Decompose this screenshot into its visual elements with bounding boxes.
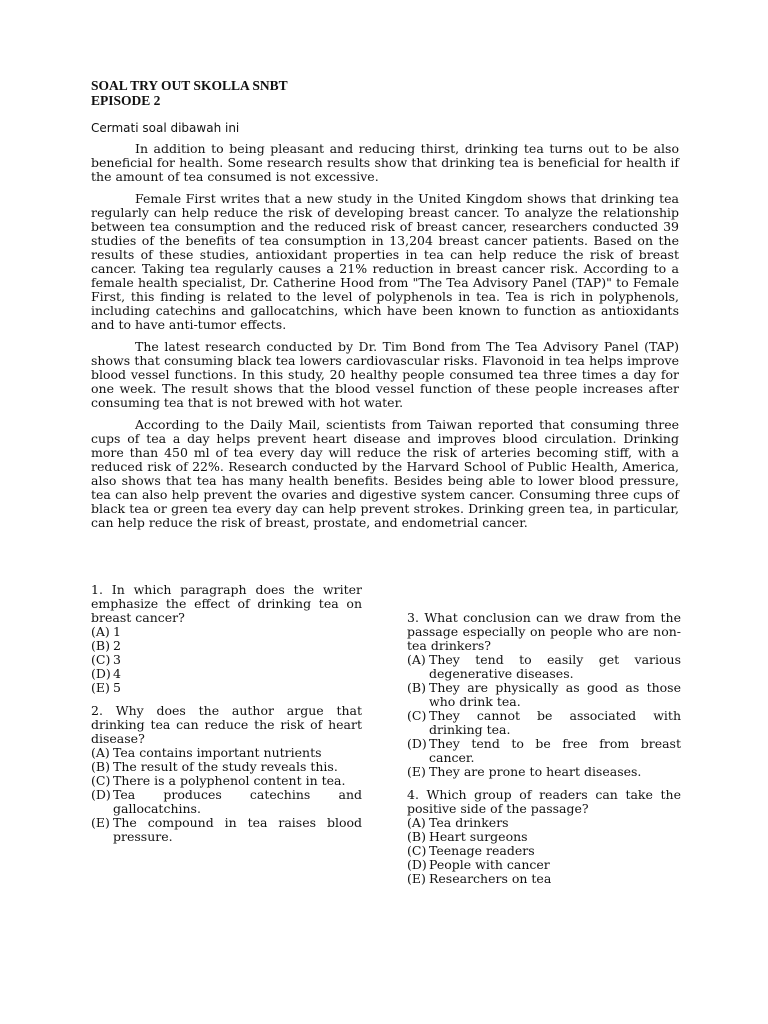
option-label: (C) xyxy=(407,708,427,723)
option-b[interactable] xyxy=(91,639,362,653)
title-line-2: EPISODE 2 xyxy=(91,93,161,108)
option-text: 1 xyxy=(113,624,121,639)
questions-section xyxy=(91,583,681,903)
option-c[interactable] xyxy=(407,844,681,858)
option-text: Researchers on tea xyxy=(429,871,552,886)
question-stem: 3. What conclusion can we draw from the passage especially on people who are non-tea drinkers? xyxy=(407,610,681,653)
option-label: (E) xyxy=(91,815,110,830)
option-text: They tend to be free from breast cancer. xyxy=(429,736,681,765)
option-c[interactable] xyxy=(407,709,681,737)
option-text: Heart surgeons xyxy=(429,829,528,844)
option-c[interactable] xyxy=(91,653,362,667)
question-stem: 2. Why does the author argue that drinking tea can reduce the risk of heart disease? xyxy=(91,703,362,746)
option-label: (A) xyxy=(91,624,110,639)
option-e[interactable] xyxy=(407,872,681,886)
option-a[interactable] xyxy=(407,816,681,830)
question-stem: 1. In which paragraph does the writer emphasize the effect of drinking tea on breast cancer? xyxy=(91,582,362,625)
option-label: (D) xyxy=(407,736,427,751)
passage-paragraph-4: According to the Daily Mail, scientists from Taiwan reported that consuming three cups of tea a day helps prevent heart disease and improves blood circulation. Drinking more than 450 ml of tea every day will reduce the risk of arteries becoming stiff, with a reduced risk of 22%. Research conducted by the Harvard School of Public Health, America, also shows that tea has many health benefits. Besides being able to lower blood pressure, tea can also help prevent the ovaries and digestive system cancer. Consuming three cups of black tea or green tea every day can help prevent strokes. Drinking green tea, in particular, can help reduce the risk of breast, prostate, and endometrial cancer. xyxy=(91,417,679,530)
questions-left-column xyxy=(91,583,362,853)
passage-paragraph-1: In addition to being pleasant and reducing thirst, drinking tea turns out to be also beneficial for health. Some research results show that drinking tea is beneficial for health if the amount of tea consumed is not excessive. xyxy=(91,141,679,184)
option-label: (A) xyxy=(407,652,426,667)
option-d[interactable] xyxy=(407,737,681,765)
option-text: 2 xyxy=(113,638,121,653)
option-label: (A) xyxy=(91,745,110,760)
option-b[interactable] xyxy=(407,830,681,844)
option-text: 4 xyxy=(113,666,121,681)
option-text: They tend to easily get various degenerative diseases. xyxy=(429,652,681,681)
option-label: (C) xyxy=(91,773,111,788)
option-label: (A) xyxy=(407,815,426,830)
option-b[interactable] xyxy=(91,760,362,774)
option-label: (C) xyxy=(407,843,427,858)
option-label: (B) xyxy=(407,829,426,844)
option-d[interactable] xyxy=(91,667,362,681)
option-text: They are prone to heart diseases. xyxy=(429,764,642,779)
option-label: (D) xyxy=(91,787,111,802)
option-text: They are physically as good as those who drink tea. xyxy=(429,680,681,709)
option-c[interactable] xyxy=(91,774,362,788)
question-1 xyxy=(91,583,362,695)
option-a[interactable] xyxy=(91,746,362,760)
question-4 xyxy=(407,788,681,886)
question-stem: 4. Which group of readers can take the positive side of the passage? xyxy=(407,787,681,816)
option-text: 5 xyxy=(113,680,121,695)
passage-paragraph-3: The latest research conducted by Dr. Tim Bond from The Tea Advisory Panel (TAP) shows that consuming black tea lowers cardiovascular risks. Flavonoid in tea helps improve blood vessel functions. In this study, 20 healthy people consumed tea three times a day for one week. The result shows that the blood vessel function of these people increases after consuming tea that is not brewed with hot water. xyxy=(91,339,679,410)
option-label: (D) xyxy=(407,857,427,872)
questions-right-column xyxy=(407,611,681,895)
option-label: (B) xyxy=(407,680,426,695)
passage-paragraph-2: Female First writes that a new study in the United Kingdom shows that drinking tea regularly can help reduce the risk of developing breast cancer. To analyze the relationship between tea consumption and the reduced risk of breast cancer, researchers conducted 39 studies of the benefits of tea consumption in 13,204 breast cancer patients. Based on the results of these studies, antioxidant properties in tea can help reduce the risk of breast cancer. Taking tea regularly causes a 21% reduction in breast cancer risk. According to a female health specialist, Dr. Catherine Hood from "The Tea Advisory Panel (TAP)" to Female First, this finding is related to the level of polyphenols in tea. Tea is rich in polyphenols, including catechins and gallocatchins, which have been known to function as antioxidants and to have anti-tumor effects. xyxy=(91,191,679,332)
option-label: (E) xyxy=(407,871,426,886)
option-label: (C) xyxy=(91,652,111,667)
option-b[interactable] xyxy=(407,681,681,709)
option-text: The compound in tea raises blood pressure. xyxy=(113,815,362,844)
document-title xyxy=(91,78,679,108)
option-text: Tea produces catechins and gallocatchins. xyxy=(113,787,362,816)
option-text: 3 xyxy=(113,652,121,667)
option-e[interactable] xyxy=(91,816,362,844)
question-3 xyxy=(407,611,681,779)
option-text: Tea contains important nutrients xyxy=(113,745,322,760)
option-label: (B) xyxy=(91,759,110,774)
document-page xyxy=(91,78,679,538)
option-text: Tea drinkers xyxy=(429,815,509,830)
instruction-text: Cermati soal dibawah ini xyxy=(91,121,240,135)
option-text: There is a polyphenol content in tea. xyxy=(113,773,346,788)
option-a[interactable] xyxy=(407,653,681,681)
option-text: They cannot be associated with drinking tea. xyxy=(429,708,681,737)
option-label: (B) xyxy=(91,638,110,653)
title-line-1: SOAL TRY OUT SKOLLA SNBT xyxy=(91,78,288,93)
option-text: Teenage readers xyxy=(429,843,535,858)
option-text: The result of the study reveals this. xyxy=(113,759,338,774)
option-label: (E) xyxy=(407,764,426,779)
option-d[interactable] xyxy=(407,858,681,872)
option-e[interactable] xyxy=(91,681,362,695)
option-text: People with cancer xyxy=(429,857,550,872)
option-label: (E) xyxy=(91,680,110,695)
option-d[interactable] xyxy=(91,788,362,816)
option-e[interactable] xyxy=(407,765,681,779)
option-a[interactable] xyxy=(91,625,362,639)
option-label: (D) xyxy=(91,666,111,681)
question-2 xyxy=(91,704,362,844)
